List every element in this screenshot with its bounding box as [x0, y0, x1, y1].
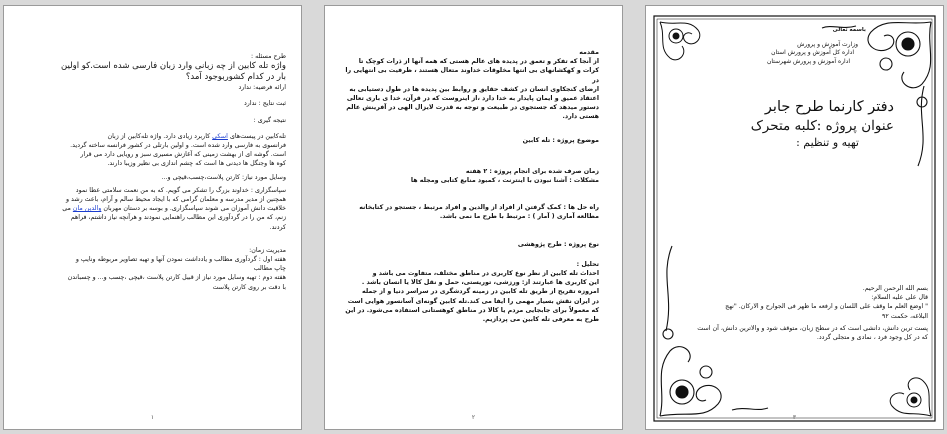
page-number-cover: ۳: [792, 414, 797, 421]
ornamental-frame: [646, 6, 944, 430]
quote-source: البلاغه، حکمت ۹۲: [882, 312, 928, 320]
conclusion-line-1: [18, 132, 286, 141]
document-page-left: [3, 5, 302, 430]
quote-attribution: قال علی علیه السلام:: [871, 294, 928, 302]
intro-line-6: هستی دارد.: [562, 113, 599, 121]
conclusion-line-3: است. گوشه ای از بهشت زمینی که آغازش مسیری سبز و رویایی دارد می قرار: [80, 151, 286, 159]
intro-line-4: اعتقاد عمیق و ایمان پایدار به خدا دارد ،از اینروست که در قرآن، خدا ی باری تعالی: [346, 95, 599, 103]
intro-line-1: از آنجا که تفکر و تعمق در پدیده های عالم هستی که همه آنها از ذرات کوچک تا: [358, 58, 599, 66]
document-page-middle: [324, 5, 623, 430]
analysis-line-3: امروزه تفریح از طریق تله کابین در زمینه گردشگری در سراسر دنیا و از جمله: [362, 288, 599, 296]
conclusion-line-4: کوه ها وجنگل ها دیدنی ها است که چشم اندازی بی نظیر وزیبا دارند.: [107, 160, 286, 168]
thanks-line-2: همچنین از مدیر مدرسه و معلمان گرامی که با ایجاد محیط سالم و آرام، باعث رشد و: [65, 196, 286, 204]
parents-link[interactable]: والدین مان: [72, 205, 102, 213]
time-management-title: مدیریت زمان:: [249, 246, 286, 254]
problem-question-2: بار در کدام کشوربوجود آمد؟: [185, 72, 286, 83]
statistics-line: مطالعه آماری ( آمار ) : مرتبط با طرح ما نمی باشد.: [439, 213, 599, 221]
project-type: نوع پروژه : طرح پژوهشی: [517, 240, 599, 248]
bismillah-top: باسمه تعالی: [832, 27, 866, 33]
intro-line-3: ارضای کنجکاوی انسان در کشف حقایق و روابط بین پدیده ها در طول دستیابی به: [349, 85, 599, 93]
page-middle-content: [341, 48, 599, 324]
cover-titles: [666, 98, 894, 151]
quote-translation-2: که در کل وجود فرد ، نمادی و متجلی گردد.: [816, 334, 928, 342]
intro-title: مقدمه: [579, 49, 599, 56]
cover-quote-block: [666, 284, 928, 342]
project-time: زمان صرف شده برای انجام پروژه : ۲ هفته: [465, 167, 599, 175]
thanks-line-1: سپاسگزاری : خداوند بزرگ را تشکر می گویم. که به من نعمت سلامتی عطا نمود: [75, 186, 286, 194]
thanks-line-4: زنم، که من را در گردآوری این مطالب راهنمایی نمودند و هرآنچه نیاز داشتم، فراهم: [70, 214, 286, 222]
page-number-left: ۱: [150, 414, 155, 421]
thanks-text-a: خلاقیت دانش آموزان می شوند سپاسگزاری. و بوسه بر دستان مهربان: [103, 205, 286, 213]
analysis-line-1: احداث تله کابین از نظر نوع کاربری در مناطق مختلف، متفاوت می باشد و: [372, 270, 599, 278]
ski-link[interactable]: اسکی: [212, 132, 228, 140]
conclusion-text-b: کاربرد زیادی دارد. واژه تله‌کابین از زبان: [107, 132, 211, 140]
cover-header: [666, 26, 866, 66]
materials-line: وسایل مورد نیاز: کارتن پلاست،چسب،قیچی و...: [161, 173, 286, 181]
quote-translation-1: پست ترین دانش، دانشی است که در سطح زبان، متوقف شود و والاترین دانش، آن است: [697, 324, 928, 332]
analysis-line-6: طرح به معرفی تله کابین می پردازیم.: [482, 316, 599, 324]
page-number-middle: ۲: [471, 414, 476, 421]
corner-ornament-bottom-right: [890, 378, 931, 416]
hypothesis-line: ارائه فرضیه: ندارد: [238, 84, 286, 92]
intro-line-5: دستور میدهد که جستجوی در طبیعت و توجه به قدرت لایزال الهی در آفرینش عالم: [346, 104, 599, 112]
week-1-line-1: هفته اول : گردآوری مطالب و یادداشت نمودن آنها و تهیه تصاویر مربوطه ونایپ و: [75, 256, 286, 264]
analysis-line-4: در ایران نقش بسیار مهمی را ایفا می کند.تله کابین گونه‌ای آسانسور هوایی است: [347, 297, 599, 305]
bismillah-second: بسم الله الرحمن الرحیم.: [862, 285, 928, 292]
cover-title-notebook: دفتر کارنما طرح جابر: [764, 99, 894, 115]
conclusion-title: نتیجه گیری :: [253, 116, 286, 124]
cover-title-prepared-by: تهیه و تنظیم :: [796, 136, 859, 149]
analysis-line-2: این کاربری ها عبارتند از: ورزشی، توریستی، حمل و نقل کالا یا انسان باشد .: [361, 279, 599, 287]
conclusion-line-2: فرانسوی به فارسی وارد شده است. و اولین بارتلی در کشور فرانسه ساخته گردید.: [70, 142, 286, 150]
thanks-line-5: کردند.: [269, 223, 286, 231]
document-page-cover: [645, 5, 944, 430]
thanks-text-b: می: [62, 205, 71, 213]
week-1-line-2: چاپ مطالب: [253, 265, 286, 273]
quote-text: " اوضع العلم ما وقف علی اللسان و ارفعه ما ظهر فی الجوارح و الارکان. "نهج: [725, 303, 928, 311]
project-topic: موضوع پروژه : تله کابین: [522, 136, 599, 144]
results-line: ثبت نتایج : ندارد: [243, 100, 286, 108]
week-2-line-2: با دقت بر روی کارتن پلاست: [212, 283, 286, 291]
thanks-line-3: [18, 204, 286, 213]
problem-question-1: واژه تله کابین از چه زبانی وارد زبان فارسی شده است.کو اولین: [60, 61, 286, 72]
analysis-title: تحلیل :: [576, 260, 599, 268]
conclusion-text-a: تله‌کابین در پیست‌های: [229, 132, 286, 140]
page-left-content: [18, 52, 286, 292]
analysis-line-5: که معمولاً برای جابجایی مردم یا کالا در مناطق کوهستانی استفاده می‌شود. در این: [345, 306, 599, 314]
week-2-line-1: هفته دوم : تهیه وسایل مورد نیاز از قبیل کارتن پلاست ،قیچی ،چسب و... و چسباندن: [67, 274, 286, 282]
city-office-line: اداره آموزش و پرورش شهرستان: [766, 57, 850, 65]
province-office-line: اداره کل آموزش و پرورش استان: [771, 49, 854, 56]
intro-line-2: کرات و کهکشانهای بی انتها مخلوقات خداوند متعال هستند ، ظرفیت بی انتهایی را در: [345, 67, 599, 84]
ministry-line: وزارت آموزش و پرورش: [797, 40, 858, 48]
cover-title-project: عنوان پروژه :کلبه متحرک: [750, 118, 894, 134]
project-problems: مشکلات : آشنا نبودن با اینترنت ، کمبود منابع کتابی ومجله ها: [410, 177, 599, 185]
solutions-line: راه حل ها : کمک گرفتن از افراد از والدین و افراد مرتبط ، جستجو در کتابخانه: [359, 204, 599, 212]
problem-heading: طرح مسئله :: [250, 53, 286, 60]
